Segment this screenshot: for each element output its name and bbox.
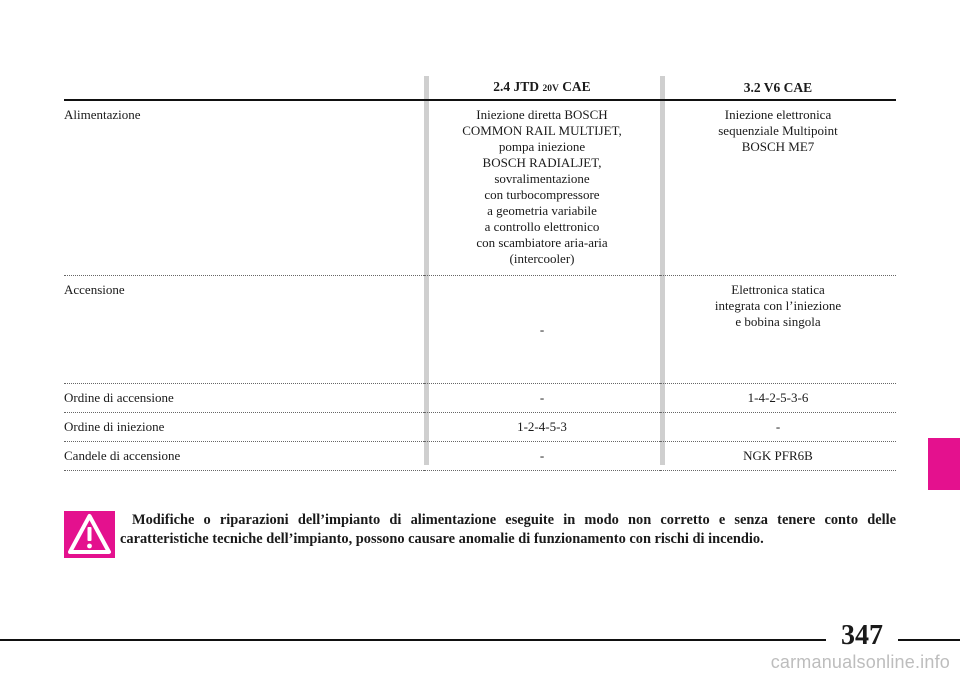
watermark: carmanualsonline.info xyxy=(770,652,950,672)
row-label: Candele di accensione xyxy=(64,442,424,471)
page-number: 347 xyxy=(841,620,883,651)
value-jtd: - xyxy=(424,276,660,384)
header-v6: 3.2 V6 CAE xyxy=(660,76,896,100)
row-label: Ordine di accensione xyxy=(64,384,424,413)
value-v6: Iniezione elettronica sequenziale Multipoint BOSCH ME7 xyxy=(660,100,896,276)
footer-rule-right xyxy=(898,639,960,641)
value-jtd: 1-2-4-5-3 xyxy=(424,413,660,442)
warning-triangle-icon xyxy=(64,511,115,558)
value-jtd: - xyxy=(424,384,660,413)
header-empty xyxy=(64,76,424,100)
value-v6: 1-4-2-5-3-6 xyxy=(660,384,896,413)
value-jtd: - xyxy=(424,442,660,471)
header-jtd: 2.4 JTD 20V CAE xyxy=(424,76,660,100)
value-v6: NGK PFR6B xyxy=(660,442,896,471)
value-v6: Elettronica statica integrata con l’iniezione e bobina singola xyxy=(660,276,896,384)
row-label: Accensione xyxy=(64,276,424,384)
spec-table xyxy=(64,76,896,471)
value-v6: - xyxy=(660,413,896,442)
footer-rule-left xyxy=(0,639,826,641)
row-label: Ordine di iniezione xyxy=(64,413,424,442)
warning-text: Modifiche o riparazioni dell’impianto di alimentazione eseguite in modo non corretto e senza tenere conto delle caratteristiche tecniche dell’impianto, possono causare anomalie di funzionamento con rischi di incendio. xyxy=(120,512,896,547)
row-label: Alimentazione xyxy=(64,100,424,276)
value-jtd: Iniezione diretta BOSCH COMMON RAIL MULTIJET, pompa iniezione BOSCH RADIALJET, sovralimentazione con turbocompressore a geometria variabile a controllo elettronico con scambiatore aria-aria (intercooler) xyxy=(424,100,660,276)
section-tab xyxy=(928,438,960,490)
table-row xyxy=(64,276,896,384)
table-row xyxy=(64,100,896,276)
table-row xyxy=(64,442,896,471)
table-row xyxy=(64,413,896,442)
table-header-row xyxy=(64,76,896,100)
table-row xyxy=(64,384,896,413)
